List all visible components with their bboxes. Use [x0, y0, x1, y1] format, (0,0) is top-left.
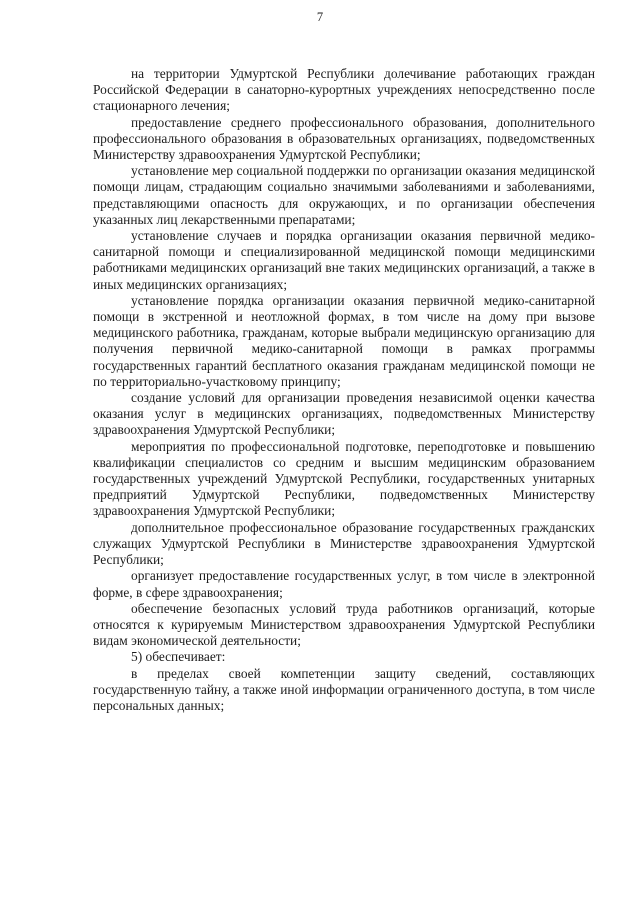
paragraph-professional-training: мероприятия по профессиональной подготовке, переподготовке и повышению квалификации специалистов со средним и высшим медицинским образованием государственных учреждений Удмуртской Республики, государственных унитарных предприятий Удмуртской Республики, подведомственных Министерству здравоохранения Удмуртской Республики; [93, 438, 595, 519]
paragraph-public-services: организует предоставление государственных услуг, в том числе в электронной форме, в сфере здравоохранения; [93, 568, 595, 600]
paragraph-data-protection: в пределах своей компетенции защиту сведений, составляющих государственную тайну, а также иной информации ограниченного доступа, в том числе персональных данных; [93, 665, 595, 713]
page-number: 7 [316, 10, 324, 24]
paragraph-emergency-care-order: установление порядка организации оказания первичной медико-санитарной помощи в экстренной и неотложной формах, в том числе на дому при вызове медицинского работника, гражданам, которые выбрали медицинскую организацию для получения первичной медико-санитарной помощи в рамках программы государственных гарантий бесплатного оказания гражданам медицинской помощи не по территориально-участковому принципу; [93, 292, 595, 389]
paragraph-secondary-education: предоставление среднего профессионального образования, дополнительного профессионального образования в образовательных организациях, подведомственных Министерству здравоохранения Удмуртской Республики; [93, 114, 595, 163]
paragraph-civil-servants-education: дополнительное профессиональное образование государственных гражданских служащих Удмуртской Республики в Министерстве здравоохранения Удмуртской Республики; [93, 519, 595, 568]
document-body [93, 66, 595, 714]
paragraph-quality-assessment: создание условий для организации проведения независимой оценки качества оказания услуг в медицинских организациях, подведомственных Министерству здравоохранения Удмуртской Республики; [93, 390, 595, 438]
paragraph-sanatorium-treatment: на территории Удмуртской Республики долечивание работающих граждан Российской Федерации в санаторно-курортных учреждениях непосредственно после стационарного лечения; [93, 66, 595, 114]
paragraph-primary-care-cases: установление случаев и порядка организации оказания первичной медико-санитарной помощи и специализированной медицинской помощи медицинскими работниками медицинских организаций вне таких медицинских организаций, а также в иных медицинских организациях; [93, 228, 595, 292]
paragraph-item-5-heading: 5) обеспечивает: [131, 649, 226, 665]
paragraph-labor-safety: обеспечение безопасных условий труда работников организаций, которые относятся к курируемым Министерством здравоохранения Удмуртской Республики видам экономической деятельности; [93, 600, 595, 649]
paragraph-social-support-measures: установление мер социальной поддержки по организации оказания медицинской помощи лицам, страдающим социально значимыми заболеваниями и заболеваниями, представляющими опасность для окружающих, и по организации обеспечения указанных лиц лекарственными препаратами; [93, 163, 595, 227]
